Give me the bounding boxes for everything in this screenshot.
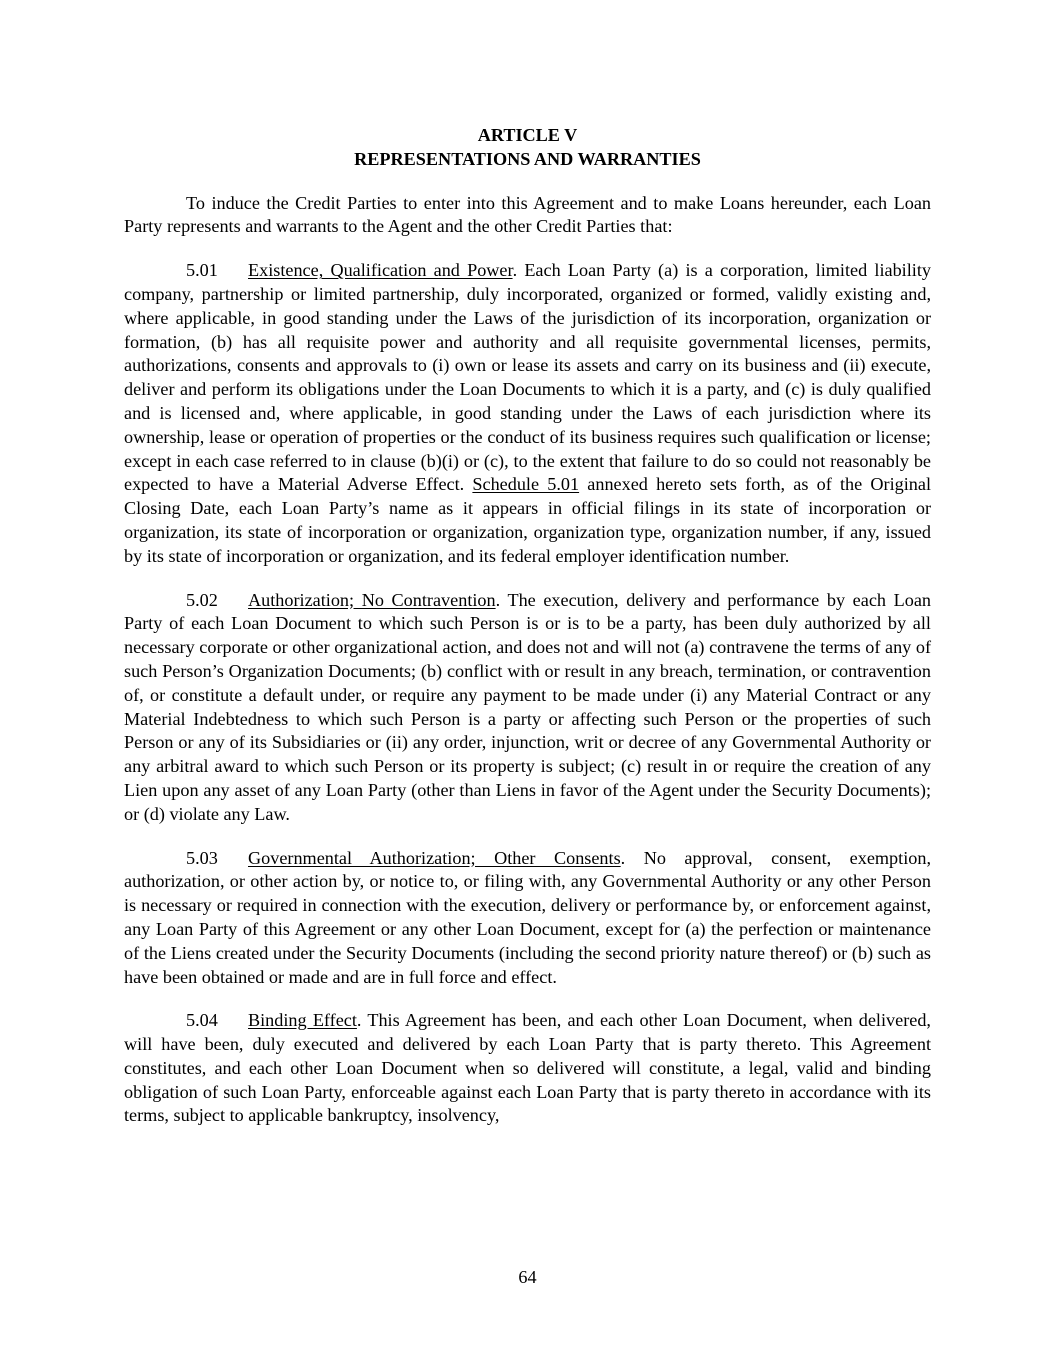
- section-number: 5.01: [186, 260, 218, 281]
- section-body: . Each Loan Party (a) is a corporation, limited liability company, partnership or limited partnership, duly incorporated, organized or formed, validly existing and, where applicable, in good standing under the Laws of the jurisdiction of its incorporation, organization or formation, (b) has all requisite power and authority and all requisite governmental licenses, permits, authorizations, consents and approvals to (i) own or lease its assets and carry on its business and (ii) execute, deliver and perform its obligations under the Loan Documents to which it is a party, and (c) is duly qualified and is licensed and, where applicable, in good standing under the Laws of each jurisdiction where its ownership, lease or operation of properties or the conduct of its business requires such qualification or license; except in each case referred to in clause (b)(i) or (c), to the extent that failure to do so could not reasonably be expected to have a Material Adverse Effect.: [124, 260, 931, 495]
- section-heading: Binding Effect: [248, 1010, 357, 1031]
- section-number: 5.02: [186, 589, 218, 610]
- section-body-continued: annexed hereto sets forth, as of the Original Closing Date, each Loan Party’s name as it appears in official filings in its state of incorporation or organization, its state of incorporation or organization, organization type, organization number, if any, issued by its state of incorporation or organization, and its federal employer identification number.: [124, 474, 931, 566]
- section-body: . The execution, delivery and performance by each Loan Party of each Loan Document to which such Person is or is to be a party, has been duly authorized by all necessary corporate or other organizational action, and does not and will not (a) contravene the terms of any of such Person’s Organization Documents; (b) conflict with or result in any breach, termination, or contravention of, or constitute a default under, or require any payment to be made under (i) any Material Contract or any Material Indebtedness to which such Person is a party or affecting such Person or the properties of such Person or any of its Subsidiaries or (ii) any order, injunction, writ or decree of any Governmental Authority or any arbitral award to which such Person or its property is subject; (c) result in or require the creation of any Lien upon any asset of any Loan Party (other than Liens in favor of the Agent under the Security Documents); or (d) violate any Law.: [124, 589, 931, 824]
- section-5-01: [124, 259, 931, 568]
- section-5-02: [124, 589, 931, 827]
- schedule-reference: Schedule 5.01: [472, 474, 580, 495]
- page-number: 64: [518, 1267, 537, 1287]
- article-title: REPRESENTATIONS AND WARRANTIES: [354, 148, 701, 169]
- document-page: [124, 124, 931, 1128]
- section-5-03: [124, 847, 931, 990]
- section-heading: Governmental Authorization; Other Consents: [248, 847, 621, 868]
- section-number: 5.03: [186, 847, 218, 868]
- article-number: ARTICLE V: [477, 125, 578, 145]
- section-5-04: [124, 1009, 931, 1128]
- section-body: . This Agreement has been, and each other Loan Document, when delivered, will have been, duly executed and delivered by each Loan Party that is party thereto. This Agreement constitutes, and each other Loan Document when so delivered will constitute, a legal, valid and binding obligation of such Loan Party, enforceable against each Loan Party that is party thereto in accordance with its terms, subject to applicable bankruptcy, insolvency,: [124, 1010, 931, 1126]
- section-body: . No approval, consent, exemption, authorization, or other action by, or notice to, or filing with, any Governmental Authority or any other Person is necessary or required in connection with the execution, delivery or performance by, or enforcement against, any Loan Party of this Agreement or any other Loan Document, except for (a) the perfection or maintenance of the Liens created under the Security Documents (including the second priority nature thereof) or (b) such as have been obtained or made and are in full force and effect.: [124, 847, 931, 987]
- section-heading: Authorization; No Contravention: [248, 589, 496, 610]
- intro-paragraph: To induce the Credit Parties to enter into this Agreement and to make Loans hereunder, each Loan Party represents and warrants to the Agent and the other Credit Parties that:: [124, 192, 931, 237]
- section-heading: Existence, Qualification and Power: [248, 260, 513, 281]
- section-number: 5.04: [186, 1010, 218, 1031]
